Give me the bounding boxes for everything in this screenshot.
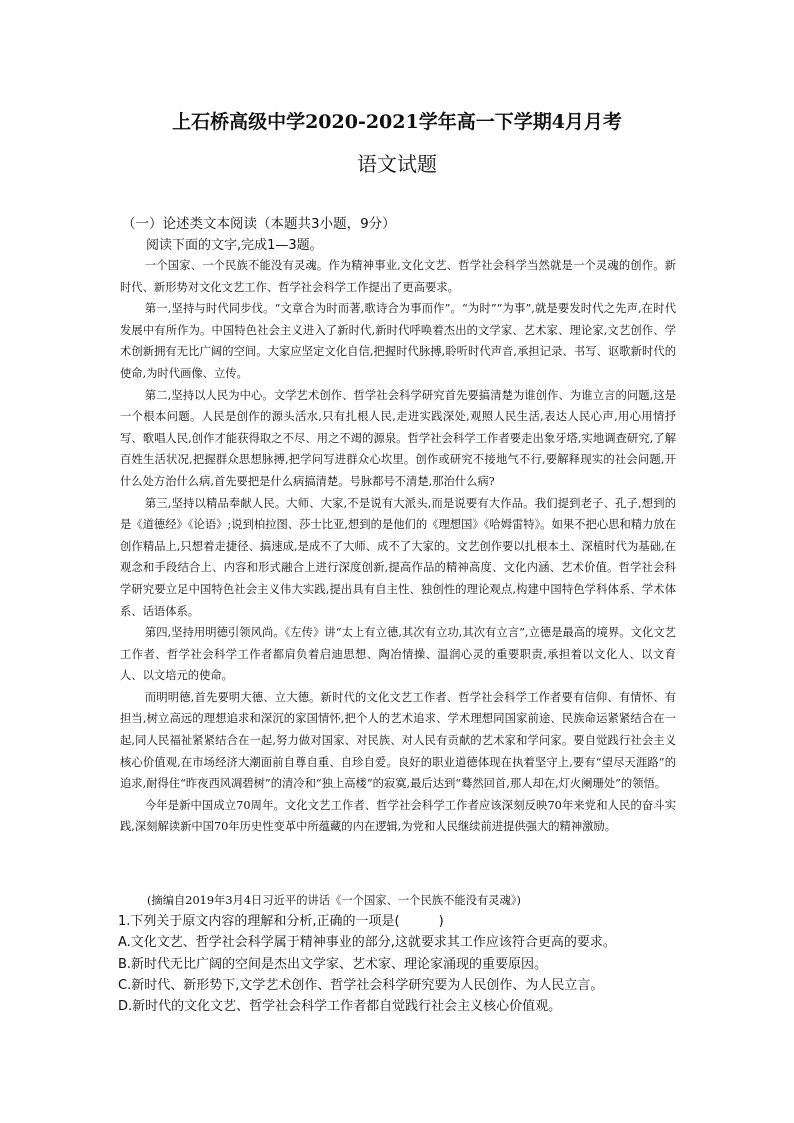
option-a: A.文化文艺、哲学社会科学属于精神事业的部分,这就要求其工作应该符合更高的要求。 [118, 935, 616, 951]
passage-paragraph: 第二,坚持以人民为中心。文学艺术创作、哲学社会科学研究首先要搞清楚为谁创作、为谁立言的问题,这是一个根本问题。人民是创作的源头活水,只有扎根人民,走进实践深处,观照人民生活,表达人民心声,用心用情抒写、歌唱人民,创作才能获得取之不尽、用之不竭的源泉。哲学社会科学工作者要走出象牙塔,实地调查研究,了解百姓生活状况,把握群众思想脉搏,把学问写进群众心坎里。创作或研究不接地气不行,要解释现实的社会问题,开什么处方治什么病,首先要把是什么病搞清楚。号脉都号不清楚,那治什么病? [120, 388, 676, 488]
passage-source: (摘编自2019年3月4日习近平的讲话《一个国家、一个民族不能没有灵魂》) [147, 894, 521, 907]
passage-paragraph: 第一,坚持与时代同步伐。“文章合为时而著,歌诗合为事而作”。“为时”“为事”,就是要发时代之先声,在时代发展中有所作为。中国特色社会主义进入了新时代,新时代呼唤着杰出的文学家、艺术家、理论家,文艺创作、学术创新拥有无比广阔的空间。大家应坚定文化自信,把握时代脉搏,聆听时代声音,承担记录、书写、讴歌新时代的使命,为时代画像、立传。 [120, 302, 676, 380]
option-d: D.新时代的文化文艺、哲学社会科学工作者都自觉践行社会主义核心价值观。 [118, 999, 562, 1015]
reading-instruction: 阅读下面的文字,完成1—3题。 [146, 238, 323, 253]
section-heading: （一）论述类文本阅读（本题共3小题，9分） [122, 216, 396, 232]
question-block [118, 911, 718, 1017]
option-b: B.新时代无比广阔的空间是杰出文学家、艺术家、理论家涌现的重要原因。 [118, 956, 548, 972]
question-stem: 1.下列关于原文内容的理解和分析,正确的一项是( ) [118, 914, 444, 929]
passage-paragraph: 一个国家、一个民族不能没有灵魂。作为精神事业,文化文艺、哲学社会科学当然就是一个灵魂的创作。新时代、新形势对文化文艺工作、哲学社会科学工作提出了更高要求。 [120, 259, 676, 294]
passage-paragraph: 而明明德,首先要明大德、立大德。新时代的文化文艺工作者、哲学社会科学工作者要有信仰、有情怀、有担当,树立高远的理想追求和深沉的家国情怀,把个人的艺术追求、学术理想同国家前途、民族命运紧紧结合在一起,同人民福祉紧紧结合在一起,努力做对国家、对民族、对人民有贡献的艺术家和学问家。要自觉践行社会主义核心价值观,在市场经济大潮面前自尊自重、自珍自爱。良好的职业道德体现在执着坚守上,要有“望尽天涯路”的追求,耐得住“昨夜西风凋碧树”的清冷和“独上高楼”的寂寞,最后达到“蓦然回首,那人却在,灯火阑珊处”的领悟。 [120, 690, 676, 791]
reading-passage [120, 255, 676, 838]
passage-paragraph: 第三,坚持以精品奉献人民。大师、大家,不是说有大派头,而是说要有大作品。我们提到老子、孔子,想到的是《道德经》《论语》;说到柏拉图、莎士比亚,想到的是他们的《理想国》《哈姆雷特》。如果不把心思和精力放在创作精品上,只想着走捷径、搞速成,是成不了大师、成不了大家的。文艺创作要以扎根本土、深植时代为基础,在观念和手段结合上、内容和形式融合上进行深度创新,提高作品的精神高度、文化内涵、艺术价值。哲学社会科学研究要立足中国特色社会主义伟大实践,提出具有自主性、独创性的理论观点,构建中国特色学科体系、学术体系、话语体系。 [120, 496, 676, 618]
option-c: C.新时代、新形势下,文学艺术创作、哲学社会科学研究要为人民创作、为人民立言。 [118, 977, 604, 993]
passage-paragraph: 今年是新中国成立70周年。文化文艺工作者、哲学社会科学工作者应该深刻反映70年来党和人民的奋斗实践,深刻解读新中国70年历史性变革中所蕴藏的内在逻辑,为党和人民继续前进提供强大的精神激励。 [120, 798, 676, 834]
exam-title: 上石桥高级中学2020-2021学年高一下学期4月月考 [172, 111, 622, 133]
passage-paragraph: 第四,坚持用明德引领风尚。《左传》讲“太上有立德,其次有立功,其次有立言”,立德是最高的境界。文化文艺工作者、哲学社会科学工作者都肩负着启迪思想、陶冶情操、温润心灵的重要职责,承担着以文化人、以文育人、以文培元的使命。 [120, 626, 676, 683]
exam-subject: 语文试题 [357, 152, 437, 176]
